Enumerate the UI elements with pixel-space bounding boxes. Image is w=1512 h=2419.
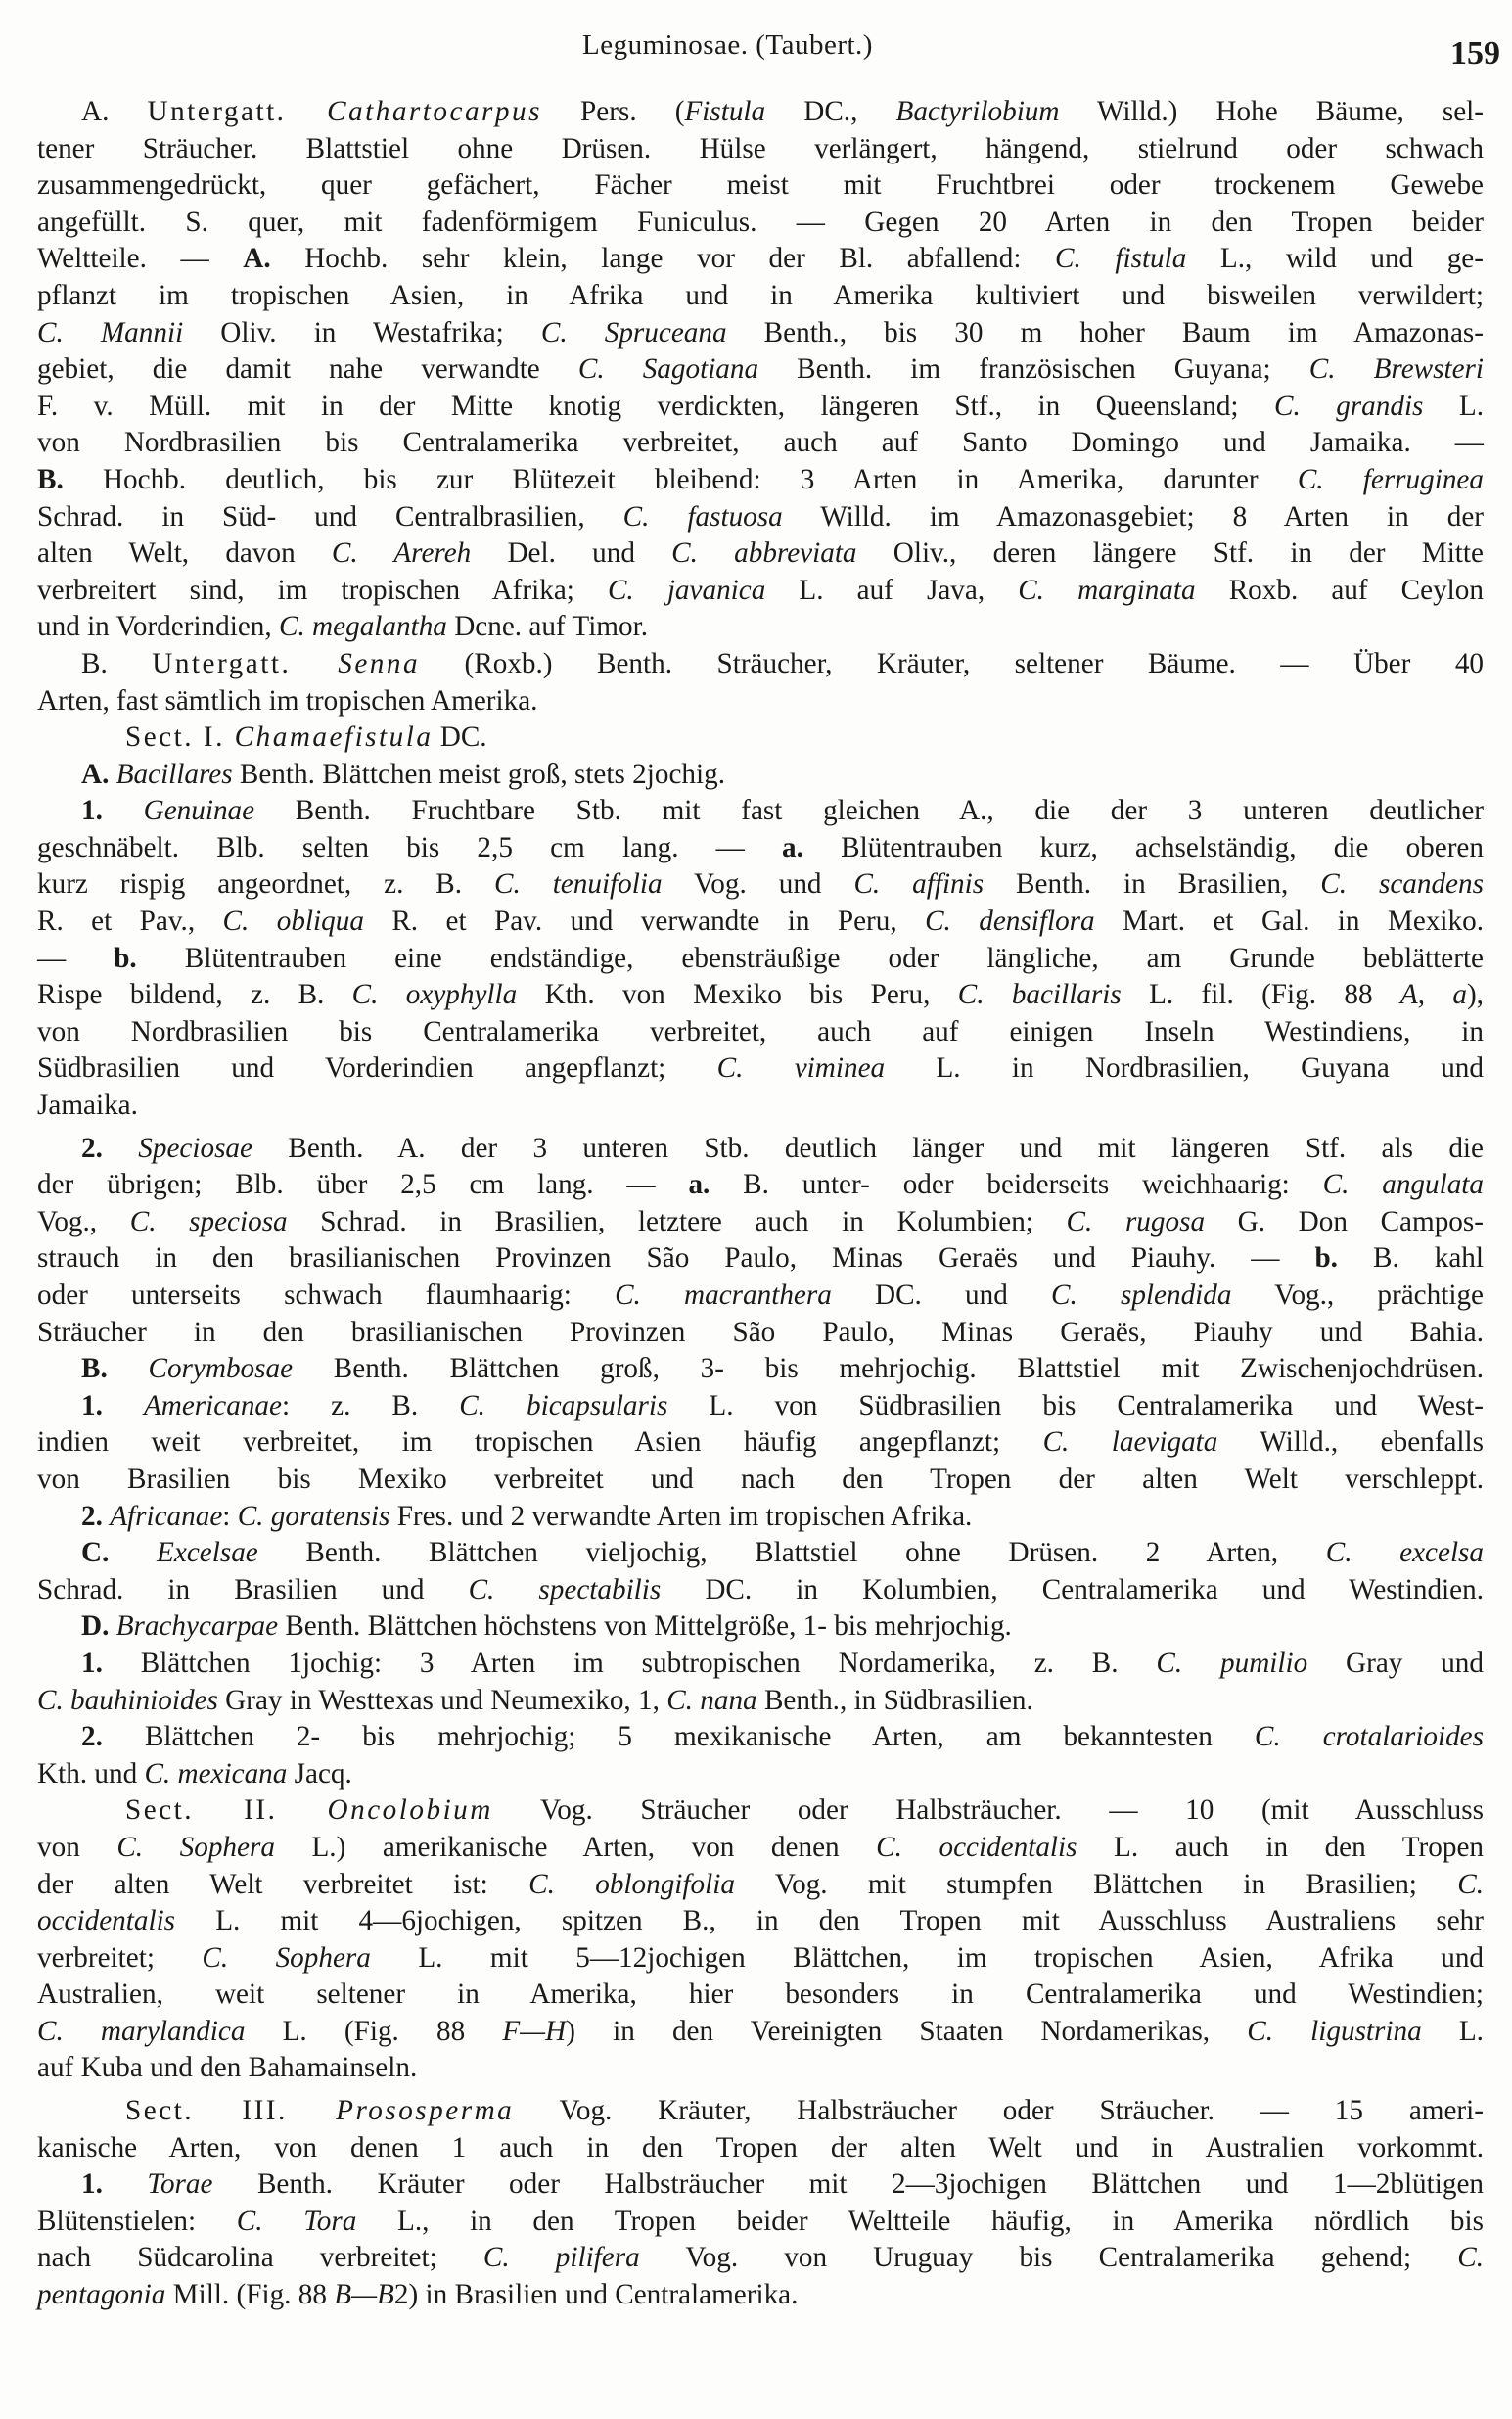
- text-segment: angefüllt. S. quer, mit fadenförmigem Funiculus. — Gegen 20 Arten in den Tropen beider: [37, 206, 1484, 238]
- taxon-name: Chamaefistula: [234, 721, 434, 754]
- text-segment: Sträucher in den brasilianischen Provinzen São Paulo, Minas Geraës, Piauhy und Bahia.: [37, 1316, 1484, 1348]
- text-segment: Schrad. in Brasilien, letztere auch in Kolumbien;: [287, 1205, 1067, 1237]
- text-line: [37, 351, 1484, 389]
- taxon-name: C. angulata: [1322, 1169, 1485, 1201]
- text-segment: L. mit 4—6jochigen, spitzen B., in den Tropen mit Ausschluss Australiens sehr: [175, 1905, 1484, 1937]
- text-segment: :: [222, 1500, 238, 1532]
- taxon-name: C. nana: [666, 1684, 757, 1716]
- taxon-name: Corymbosae: [148, 1353, 294, 1385]
- taxon-name: C. crotalarioides: [1254, 1721, 1484, 1753]
- text-line: [37, 1903, 1484, 1940]
- taxon-name: C. spectabilis: [468, 1573, 662, 1605]
- taxon-name: C. bacillaris: [957, 979, 1122, 1011]
- taxon-name: Oncolobium: [327, 1794, 493, 1827]
- text-line: [37, 1014, 1484, 1051]
- text-line: [37, 1088, 1484, 1125]
- text-segment: von: [37, 1831, 117, 1863]
- taxon-name: Prososperma: [336, 2095, 515, 2127]
- text-segment: Benth. im französischen Guyana;: [758, 353, 1309, 386]
- taxon-name: C. speciosa: [129, 1205, 288, 1237]
- text-line: [37, 1646, 1484, 1683]
- text-segment: Kth. und: [37, 1757, 145, 1790]
- text-line: [37, 904, 1484, 941]
- text-segment: Vog. und: [662, 868, 854, 901]
- taxon-name: Speciosae: [138, 1132, 252, 1164]
- taxon-name: C. viminea: [716, 1052, 886, 1085]
- text-segment: 2.: [81, 1132, 103, 1164]
- text-segment: Vog. Kräuter, Halbsträucher oder Sträucher. — 15 ameri-: [514, 2095, 1484, 2127]
- text-segment: Benth. A. der 3 unteren Stb. deutlich länger und mit längeren Stf. als die: [252, 1132, 1484, 1164]
- text-line: [37, 1167, 1484, 1204]
- text-line: [37, 1131, 1484, 1168]
- text-line: [37, 1756, 1484, 1793]
- text-line: [37, 866, 1484, 904]
- taxon-name: C. javanica: [607, 574, 766, 606]
- text-line: [37, 1278, 1484, 1315]
- text-line: [37, 609, 1484, 646]
- text-line: [37, 2014, 1484, 2051]
- text-line: [37, 2204, 1484, 2241]
- text-segment: Jamaika.: [37, 1090, 138, 1122]
- text-segment: A.: [81, 758, 110, 790]
- text-line: [37, 1572, 1484, 1609]
- taxon-name: Fistula: [684, 96, 766, 127]
- text-segment: L.) amerikanische Arten, von denen: [274, 1831, 877, 1863]
- text-segment: Schrad. in Süd- und Centralbrasilien,: [37, 500, 623, 533]
- taxon-name: C. oblongifolia: [528, 1868, 735, 1900]
- text-segment: DC.,: [765, 96, 896, 127]
- taxon-name: C. occidentalis: [876, 1831, 1077, 1863]
- text-segment: Jacq.: [287, 1757, 352, 1790]
- text-segment: DC. und: [831, 1279, 1052, 1311]
- text-segment: Blättchen 1jochig: 3 Arten im subtropischen Nordamerika, z. B.: [102, 1647, 1157, 1679]
- taxon-name: C. grandis: [1274, 390, 1424, 422]
- text-segment: Benth. in Brasilien,: [984, 868, 1321, 901]
- text-segment: Vog.,: [37, 1205, 130, 1237]
- text-segment: Untergatt.: [152, 647, 339, 679]
- text-segment: F. v. Müll. mit in der Mitte knotig verdickten, längeren Stf., in Queensland;: [37, 390, 1274, 422]
- text-segment: DC.: [433, 721, 487, 754]
- text-line: [37, 2166, 1484, 2204]
- text-segment: L. in Nordbrasilien, Guyana und: [885, 1052, 1484, 1085]
- taxon-name: C. goratensis: [237, 1500, 390, 1532]
- text-line: [37, 1940, 1484, 1977]
- text-segment: zusammengedrückt, quer gefächert, Fächer meist mit Fruchtbrei oder trockenem Gewebe: [37, 169, 1484, 202]
- text-segment: Fres. und 2 verwandte Arten im tropischen Afrika.: [389, 1500, 973, 1532]
- text-segment: Willd., ebenfalls: [1217, 1426, 1484, 1459]
- text-segment: Sect. I.: [125, 721, 235, 754]
- text-line: [37, 1867, 1484, 1904]
- taxon-name: C. Spruceana: [540, 316, 727, 349]
- text-segment: der alten Welt verbreitet ist:: [37, 1868, 529, 1900]
- text-segment: Oliv., deren längere Stf. in der Mitte: [856, 537, 1484, 570]
- text-segment: Benth., in Südbrasilien.: [756, 1684, 1033, 1716]
- text-segment: Del. und: [471, 537, 672, 570]
- text-segment: alten Welt, davon: [37, 537, 332, 570]
- text-segment: [109, 759, 115, 790]
- text-segment: 1.: [81, 795, 103, 827]
- text-segment: der übrigen; Blb. über 2,5 cm lang. —: [37, 1169, 689, 1201]
- text-line: [37, 167, 1484, 205]
- text-segment: D.: [81, 1610, 110, 1643]
- taxon-name: C. bauhinioides: [37, 1684, 218, 1716]
- text-segment: Gray und: [1307, 1647, 1484, 1679]
- text-segment: Gray in Westtexas und Neumexiko, 1,: [217, 1684, 667, 1716]
- taxon-name: F—H: [502, 2015, 567, 2047]
- taxon-name: C. fistula: [1055, 243, 1187, 275]
- text-line: [37, 2240, 1484, 2277]
- text-segment: DC. in Kolumbien, Centralamerika und Westindien.: [661, 1573, 1484, 1605]
- text-segment: ),: [1466, 979, 1484, 1011]
- taxon-name: C. scandens: [1320, 868, 1484, 901]
- taxon-name: C. abbreviata: [671, 537, 857, 570]
- text-segment: —: [37, 942, 115, 974]
- text-line: [37, 683, 1484, 721]
- text-segment: Untergatt.: [147, 96, 328, 127]
- text-segment: [108, 1353, 149, 1384]
- text-segment: Vog. Sträucher oder Halbsträucher. — 10 (mit Ausschluss: [492, 1794, 1484, 1827]
- text-segment: R. et Pav. und verwandte in Peru,: [363, 906, 926, 938]
- text-segment: A.: [81, 96, 148, 127]
- text-segment: Benth. Blättchen meist groß, stets 2jochig.: [232, 758, 725, 790]
- text-segment: von Nordbrasilien bis Centralamerika verbreitet, auch auf einigen Inseln Westindiens, in: [37, 1015, 1484, 1047]
- text-segment: geschnäbelt. Blb. selten bis 2,5 cm lang. —: [37, 831, 783, 863]
- text-line: [37, 425, 1484, 462]
- taxon-name: C. Sophera: [116, 1831, 275, 1863]
- text-segment: [103, 1390, 144, 1421]
- text-segment: Mart. et Gal. in Mexiko.: [1094, 906, 1485, 938]
- taxon-name: C.: [1457, 2242, 1484, 2274]
- text-segment: tener Sträucher. Blattstiel ohne Drüsen. Hülse verlängert, hängend, stielrund oder schwach: [37, 132, 1484, 164]
- running-head: [0, 27, 1512, 71]
- body-text: [37, 94, 1484, 2314]
- text-segment: L. auch in den Tropen: [1077, 1831, 1485, 1863]
- taxon-name: C. Sagotiana: [577, 353, 759, 386]
- text-segment: Blütenstielen:: [37, 2205, 237, 2237]
- text-segment: Willd.) Hohe Bäume, sel-: [1059, 96, 1484, 127]
- text-segment: pflanzt im tropischen Asien, in Afrika und in Amerika kultiviert und bisweilen verwildert;: [37, 279, 1484, 311]
- text-segment: [103, 1133, 138, 1164]
- text-segment: Schrad. in Brasilien und: [37, 1573, 469, 1605]
- text-segment: Hochb. sehr klein, lange vor der Bl. abfallend:: [270, 243, 1056, 275]
- text-segment: 1.: [81, 1389, 103, 1421]
- text-line: [37, 830, 1484, 867]
- taxon-name: Cathartocarpus: [327, 96, 542, 127]
- taxon-name: C. bicapsularis: [459, 1389, 668, 1421]
- text-segment: L., wild und ge-: [1186, 243, 1484, 275]
- text-segment: Vog. mit stumpfen Blättchen in Brasilien;: [734, 1868, 1458, 1900]
- taxon-name: C. Brewsteri: [1308, 353, 1485, 386]
- taxon-name: C. ferruginea: [1297, 463, 1484, 495]
- text-line: [37, 1204, 1484, 1241]
- text-segment: B. kahl: [1337, 1242, 1484, 1275]
- text-segment: 1.: [81, 1647, 103, 1679]
- text-segment: R. et Pav.,: [37, 906, 223, 938]
- taxon-name: C. Tora: [236, 2205, 357, 2237]
- taxon-name: C. obliqua: [222, 906, 364, 938]
- text-segment: A.: [243, 243, 271, 275]
- text-line: [37, 1683, 1484, 1720]
- text-segment: [103, 795, 144, 826]
- taxon-name: A, a: [1399, 979, 1467, 1011]
- text-line: [37, 241, 1484, 278]
- text-segment: Weltteile. —: [37, 243, 244, 275]
- taxon-name: Bactyrilobium: [895, 96, 1060, 127]
- text-segment: L., in den Tropen beider Weltteile häufig, in Amerika nördlich bis: [356, 2205, 1484, 2237]
- text-line: [37, 573, 1484, 610]
- text-segment: Benth. Fruchtbare Stb. mit fast gleichen A., die der 3 unteren deutlicher: [254, 795, 1485, 827]
- text-segment: Benth. Blättchen vieljochig, Blattstiel ohne Drüsen. 2 Arten,: [257, 1537, 1326, 1569]
- taxon-name: C. macranthera: [615, 1279, 832, 1311]
- text-line: [37, 1462, 1484, 1499]
- text-line: [37, 131, 1484, 168]
- text-line: [37, 462, 1484, 499]
- text-segment: von Nordbrasilien bis Centralamerika verbreitet, auch auf Santo Domingo und Jamaika. —: [37, 427, 1484, 459]
- text-segment: L.: [1423, 390, 1484, 422]
- text-segment: Oliv. in Westafrika;: [183, 316, 541, 349]
- taxon-name: C. oxyphylla: [351, 979, 518, 1011]
- text-line: [37, 1977, 1484, 2014]
- text-segment: a.: [688, 1169, 710, 1201]
- text-line: [37, 1388, 1484, 1425]
- taxon-name: C. marginata: [1018, 574, 1196, 606]
- text-line: [37, 315, 1484, 352]
- taxon-name: C. mexicana: [144, 1757, 288, 1790]
- taxon-name: Senna: [338, 647, 421, 679]
- text-segment: Dcne. auf Timor.: [446, 611, 649, 643]
- text-segment: von Brasilien bis Mexiko verbreitet und nach den Tropen der alten Welt verschleppt.: [37, 1463, 1484, 1495]
- text-segment: Australien, weit seltener in Amerika, hier besonders in Centralamerika und Westindien;: [37, 1978, 1484, 2011]
- text-segment: Benth. Blättchen höchstens von Mittelgröße, 1- bis mehrjochig.: [278, 1610, 1012, 1643]
- text-segment: ) in Brasilien und Centralamerika.: [408, 2279, 799, 2311]
- text-segment: Arten, fast sämtlich im tropischen Amerika.: [37, 684, 538, 717]
- text-line: [37, 1424, 1484, 1462]
- text-line: [37, 1608, 1484, 1646]
- taxon-name: C. tenuifolia: [494, 868, 663, 901]
- taxon-name: Genuinae: [143, 795, 255, 827]
- text-segment: Mill. (Fig. 88: [165, 2279, 335, 2311]
- text-segment: Benth., bis 30 m hoher Baum im Amazonas-: [726, 316, 1484, 349]
- text-segment: a.: [782, 831, 803, 863]
- taxon-name: C.: [1457, 1868, 1485, 1900]
- text-line: [37, 977, 1484, 1014]
- text-segment: : z. B.: [281, 1389, 460, 1421]
- text-segment: Benth. Kräuter oder Halbsträucher mit 2—3jochigen Blättchen und 1—2blütigen: [212, 2168, 1485, 2201]
- text-segment: G. Don Campos-: [1205, 1205, 1484, 1237]
- text-line: [37, 646, 1484, 683]
- taxon-name: pentagonia: [37, 2279, 166, 2311]
- text-segment: b.: [1314, 1242, 1338, 1275]
- text-segment: L. (Fig. 88: [245, 2015, 503, 2047]
- text-segment: Willd. im Amazonasgebiet; 8 Arten in der: [782, 500, 1484, 533]
- text-line: [37, 535, 1484, 573]
- taxon-name: C. fastuosa: [622, 500, 783, 533]
- text-segment: und in Vorderindien,: [37, 611, 279, 643]
- taxon-name: C. pilifera: [482, 2242, 640, 2274]
- text-segment: verbreitert sind, im tropischen Afrika;: [37, 574, 608, 606]
- text-segment: B.: [81, 1353, 108, 1385]
- text-line: [37, 720, 1484, 757]
- text-segment: Hochb. deutlich, bis zur Blütezeit bleibend: 3 Arten in Amerika, darunter: [63, 463, 1298, 495]
- text-segment: Benth. Blättchen groß, 3- bis mehrjochig. Blattstiel mit Zwischenjochdrüsen.: [293, 1353, 1484, 1385]
- taxon-name: Africanae: [110, 1500, 223, 1532]
- taxon-name: C. pumilio: [1156, 1647, 1308, 1679]
- text-segment: Rispe bildend, z. B.: [37, 979, 352, 1011]
- page-number: 159: [1450, 35, 1500, 71]
- text-line: [37, 1050, 1484, 1088]
- text-segment: Roxb. auf Ceylon: [1195, 574, 1484, 606]
- text-segment: Vog. von Uruguay bis Centralamerika gehend;: [639, 2242, 1458, 2274]
- taxon-name: Excelsae: [157, 1537, 258, 1569]
- text-segment: Blättchen 2- bis mehrjochig; 5 mexikanische Arten, am bekanntesten: [102, 1721, 1255, 1753]
- text-segment: L. mit 5—12jochigen Blättchen, im tropischen Asien, Afrika und: [370, 1941, 1485, 1974]
- taxon-name: C. ligustrina: [1247, 2015, 1422, 2047]
- text-line: [37, 1315, 1484, 1352]
- text-segment: b.: [114, 942, 137, 974]
- text-segment: C.: [81, 1537, 110, 1569]
- text-segment: Blütentrauben kurz, achselständig, die oberen: [802, 831, 1484, 863]
- taxon-name: C. Sophera: [202, 1941, 371, 1974]
- text-segment: kurz rispig angeordnet, z. B.: [37, 868, 494, 901]
- text-line: [37, 1240, 1484, 1278]
- taxon-name: Brachycarpae: [115, 1610, 279, 1643]
- text-segment: Südbrasilien und Vorderindien angepflanzt;: [37, 1052, 717, 1085]
- text-line: [37, 1792, 1484, 1830]
- text-segment: L. von Südbrasilien bis Centralamerika und West-: [667, 1389, 1485, 1421]
- text-line: [37, 1351, 1484, 1388]
- text-segment: Sect. III.: [125, 2095, 337, 2127]
- text-line: [37, 278, 1484, 315]
- text-segment: L.: [1421, 2015, 1484, 2047]
- text-segment: nach Südcarolina verbreitet;: [37, 2242, 483, 2274]
- taxon-name: C. excelsa: [1325, 1537, 1485, 1569]
- text-segment: Kth. von Mexiko bis Peru,: [517, 979, 958, 1011]
- taxon-name: occidentalis: [37, 1905, 176, 1937]
- text-segment: Pers. (: [541, 96, 685, 127]
- taxon-name: C. splendida: [1051, 1279, 1232, 1311]
- taxon-name: C. Arereh: [331, 537, 472, 570]
- taxon-name: C. densiflora: [925, 906, 1095, 938]
- text-segment: [109, 1537, 157, 1568]
- taxon-name: C. rugosa: [1066, 1205, 1206, 1237]
- text-line: [37, 793, 1484, 830]
- text-segment: Sect. II.: [125, 1794, 328, 1827]
- text-segment: (Roxb.) Benth. Sträucher, Kräuter, seltener Bäume. — Über 40: [420, 647, 1485, 679]
- text-segment: [109, 1610, 115, 1642]
- text-line: [37, 1719, 1484, 1756]
- text-segment: L. auf Java,: [765, 574, 1019, 606]
- text-line: [37, 941, 1484, 978]
- taxon-name: C. Mannii: [37, 316, 184, 349]
- taxon-name: B—B: [334, 2279, 394, 2311]
- text-segment: Blütentrauben eine endständige, ebensträußige oder längliche, am Grunde beblätterte: [136, 942, 1485, 974]
- text-segment: auf Kuba und den Bahamainseln.: [37, 2052, 418, 2084]
- text-segment: ) in den Vereinigten Staaten Nordamerikas,: [566, 2015, 1248, 2047]
- text-segment: B.: [37, 463, 64, 495]
- taxon-name: Bacillares: [115, 758, 233, 790]
- taxon-name: Torae: [147, 2168, 213, 2201]
- text-segment: 2.: [81, 1500, 103, 1532]
- text-segment: B. unter- oder beiderseits weichhaarig:: [710, 1169, 1323, 1201]
- text-line: [37, 2050, 1484, 2087]
- text-line: [37, 94, 1484, 131]
- text-segment: verbreitet;: [37, 1941, 203, 1974]
- text-segment: Vog., prächtige: [1231, 1279, 1484, 1311]
- running-head-title: Leguminosae. (Taubert.): [582, 29, 873, 61]
- text-segment: [103, 2168, 148, 2200]
- text-line: [37, 2130, 1484, 2167]
- text-segment: L. fil. (Fig. 88: [1121, 979, 1400, 1011]
- text-segment: gebiet, die damit nahe verwandte: [37, 353, 578, 386]
- text-line: [37, 1830, 1484, 1867]
- taxon-name: C. marylandica: [37, 2015, 246, 2047]
- taxon-name: C. laevigata: [1042, 1426, 1218, 1459]
- taxon-name: C. megalantha: [279, 611, 447, 643]
- text-line: [37, 2277, 1484, 2314]
- text-segment: 2: [393, 2279, 409, 2311]
- text-segment: oder unterseits schwach flaumhaarig:: [37, 1279, 616, 1311]
- text-line: [37, 205, 1484, 242]
- text-segment: indien weit verbreitet, im tropischen Asien häufig angepflanzt;: [37, 1426, 1043, 1459]
- text-line: [37, 1499, 1484, 1536]
- text-line: [37, 389, 1484, 426]
- text-segment: 1.: [81, 2168, 103, 2201]
- taxon-name: C. affinis: [853, 868, 985, 901]
- text-segment: kanische Arten, von denen 1 auch in den Tropen der alten Welt und in Australien vorkommt.: [37, 2131, 1484, 2163]
- text-segment: 2.: [81, 1721, 103, 1753]
- text-line: [37, 1535, 1484, 1572]
- taxon-name: Americanae: [143, 1389, 282, 1421]
- text-line: [37, 757, 1484, 794]
- text-segment: strauch in den brasilianischen Provinzen São Paulo, Minas Geraës und Piauhy. —: [37, 1242, 1315, 1275]
- text-line: [37, 499, 1484, 536]
- text-line: [37, 2093, 1484, 2130]
- text-segment: B.: [81, 647, 153, 679]
